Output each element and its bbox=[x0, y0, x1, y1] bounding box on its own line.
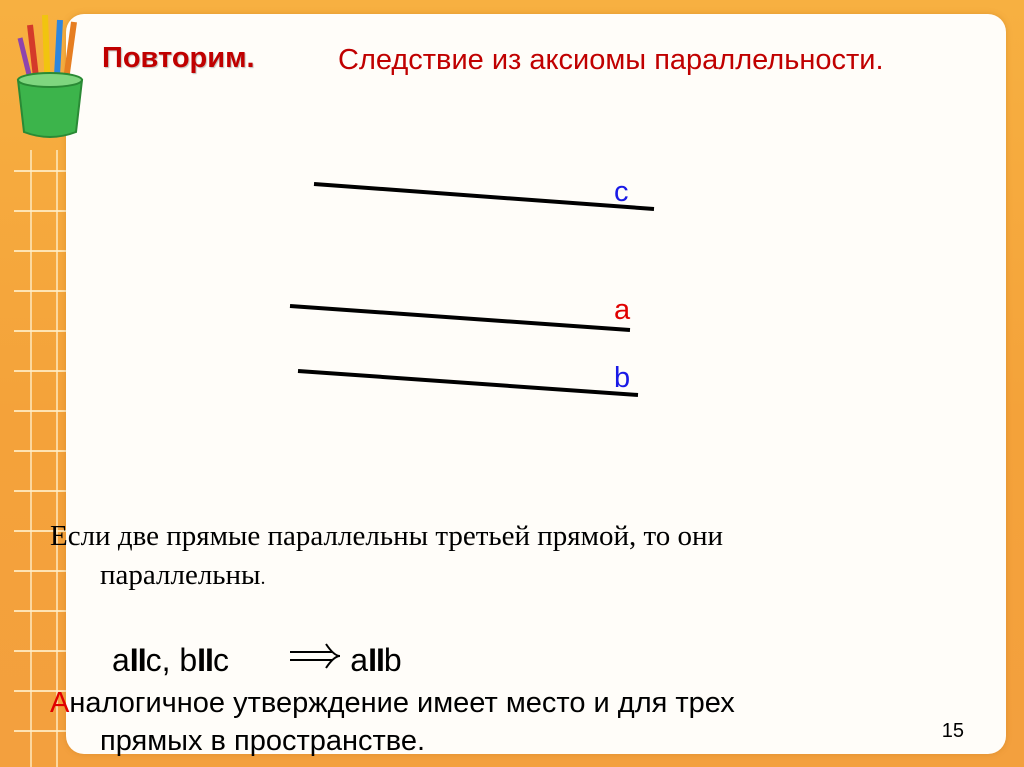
pencil-cup-icon bbox=[0, 0, 110, 150]
parallel-symbol: II bbox=[129, 641, 146, 678]
statement-line2: параллельны bbox=[100, 559, 261, 591]
statement-line1: Если две прямые параллельны третьей прямой, то они bbox=[50, 520, 724, 552]
line-b bbox=[298, 371, 638, 395]
analog-first-letter: А bbox=[50, 687, 70, 719]
line-c bbox=[314, 184, 654, 209]
formula-a2: a bbox=[350, 641, 369, 678]
line-b-label: b bbox=[614, 362, 631, 394]
formula-c-b: c, b bbox=[145, 641, 198, 678]
line-a-label: a bbox=[614, 294, 631, 326]
parallel-symbol: II bbox=[197, 641, 213, 678]
slide-title: Повторим. bbox=[102, 42, 255, 74]
parallel-symbol: II bbox=[368, 641, 384, 678]
statement-dot: . bbox=[260, 567, 266, 589]
formula-c: c bbox=[212, 641, 229, 678]
analog-line2: прямых в пространстве. bbox=[100, 725, 426, 757]
analog-statement bbox=[50, 684, 910, 760]
analog-line1: налогичное утверждение имеет место и для трех bbox=[69, 687, 735, 719]
page-number: 15 bbox=[941, 720, 964, 742]
slide-subtitle: Следствие из аксиомы параллельности. bbox=[338, 44, 884, 76]
statement-text bbox=[50, 517, 870, 598]
formula-b: b bbox=[383, 641, 402, 678]
formula-a: a bbox=[112, 641, 130, 678]
parallel-lines-diagram bbox=[66, 14, 1006, 484]
line-a bbox=[290, 306, 630, 330]
slide-canvas bbox=[50, 14, 1006, 757]
line-c-label: c bbox=[614, 176, 629, 208]
